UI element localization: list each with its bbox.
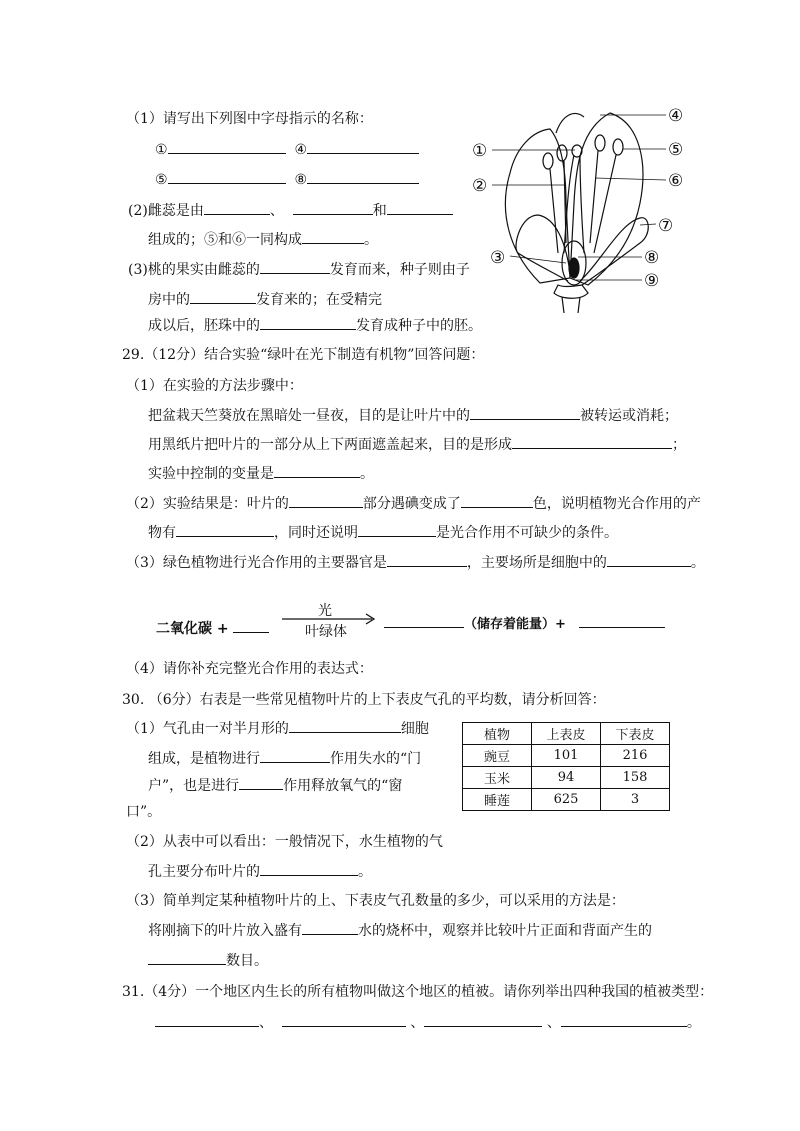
table-cell: 158 (601, 767, 670, 789)
marker: ① (155, 142, 168, 158)
text: （2）实验结果是：叶片的 (126, 496, 289, 512)
q29-step1c (148, 434, 686, 455)
answer-blank[interactable] (387, 552, 467, 567)
anther-4 (613, 139, 623, 155)
answer-blank[interactable] (274, 463, 360, 478)
q30-step2a: （2）从表中可以看出：一般情况下，水生植物的气 (126, 834, 443, 850)
answer-blank[interactable] (233, 618, 269, 633)
text: 作用释放氧气的“窗 (283, 778, 403, 794)
petal-top (556, 114, 584, 133)
answer-blank[interactable] (260, 259, 330, 274)
table-cell: 94 (532, 767, 601, 789)
q28-part2-line1 (128, 200, 453, 221)
answer-blank[interactable] (155, 1012, 259, 1027)
text: 房中的 (148, 292, 190, 308)
text: (2)雌蕊是由 (128, 203, 204, 219)
q28-part1: （1）请写出下列图中字母指示的名称： (126, 111, 373, 127)
table-cell: 3 (601, 789, 670, 811)
text: 被转运或消耗； (580, 408, 678, 424)
answer-blank[interactable] (384, 613, 464, 628)
marker: ④ (294, 142, 308, 158)
text: 物有 (148, 525, 176, 541)
text: 、 (546, 1015, 561, 1031)
q31-title: 31.（4分）一个地区内生长的所有植物叫做这个地区的植被。请你列举出四种我国的植被类型： (122, 984, 714, 1000)
q31-blanks (155, 1012, 701, 1033)
text: 水的烧杯中，观察并比较叶片正面和背面产生的 (358, 923, 652, 939)
text: 色，说明植物光合作用的产 (532, 496, 701, 512)
q30-step1a (126, 718, 429, 739)
label-1: ① (472, 141, 488, 161)
text: 数目。 (226, 953, 268, 969)
q29-step3 (126, 552, 705, 573)
answer-blank[interactable] (358, 522, 436, 537)
answer-blank[interactable] (260, 315, 356, 330)
text: 作用失水的“门 (330, 751, 422, 767)
table-cell: 玉米 (463, 767, 532, 789)
text: 部分遇碘变成了 (362, 496, 461, 512)
table-cell: 101 (532, 745, 601, 767)
stalk (562, 297, 580, 313)
answer-blank[interactable] (302, 920, 358, 935)
equation-left (156, 618, 269, 639)
text: （储存着能量）+ (464, 617, 566, 632)
answer-blank[interactable] (293, 200, 373, 215)
ovule (569, 258, 579, 278)
label-2: ② (472, 176, 488, 196)
q30-step1c (148, 748, 421, 769)
answer-blank[interactable] (190, 289, 256, 304)
answer-blank[interactable] (282, 1012, 406, 1027)
text: 发育成种子中的胚。 (356, 318, 482, 334)
equation-right (384, 613, 665, 635)
q29-step1e (148, 463, 374, 484)
q28-part3-line3 (148, 315, 482, 336)
text: ，同时还说明 (274, 525, 358, 541)
text: 发育而来，种子则由子 (329, 262, 470, 278)
text: 孔主要分布叶片的 (148, 864, 260, 880)
pistil-style-2 (580, 155, 584, 253)
q30-step3d (148, 950, 268, 971)
text: 成以后，胚珠中的 (148, 318, 260, 334)
text: 用黑纸片把叶片的一部分从上下两面遮盖起来，目的是形成 (148, 437, 512, 453)
text: 二氧化碳 + (156, 621, 229, 637)
table-row (463, 789, 670, 811)
table-header: 植物 (463, 723, 532, 745)
label-7: ⑦ (658, 216, 674, 236)
sepal-right (580, 218, 648, 285)
text: （3）绿色植物进行光合作用的主要器官是 (126, 555, 387, 571)
text: 把盆栽天竺葵放在黑暗处一昼夜，目的是让叶片中的 (148, 408, 470, 424)
answer-blank[interactable] (239, 775, 283, 790)
flower-diagram (470, 103, 700, 313)
text: ； (672, 437, 686, 453)
table-header: 下表皮 (601, 723, 670, 745)
label-9: ⑨ (644, 271, 660, 291)
answer-blank[interactable] (289, 493, 363, 508)
q30-title: 30. （6分）右表是一些常见植物叶片的上下表皮气孔的平均数，请分析回答： (122, 692, 606, 708)
table-cell: 睡莲 (463, 789, 532, 811)
petal-left (505, 129, 570, 283)
text: 。 (690, 555, 705, 571)
answer-blank[interactable] (461, 493, 533, 508)
text: 。 (358, 864, 372, 880)
answer-blank[interactable] (512, 434, 672, 449)
q29-step1a (148, 405, 678, 426)
text: 。 (360, 466, 374, 482)
answer-blank[interactable] (561, 1012, 687, 1027)
q28-part3-line1 (128, 259, 470, 280)
text: 实验中控制的变量是 (148, 466, 274, 482)
answer-blank[interactable] (307, 169, 419, 184)
text: 和 (372, 203, 387, 219)
text: 户”，也是进行 (148, 778, 240, 794)
answer-blank[interactable] (168, 169, 286, 184)
q29-title: 29.（12分）结合实验“绿叶在光下制造有机物”回答问题： (122, 347, 485, 363)
equation-condition-chlorophyll: 叶绿体 (305, 624, 347, 640)
label-5: ⑤ (668, 140, 684, 160)
text: （1）气孔由一对半月形的 (126, 721, 289, 737)
text: 将刚摘下的叶片放入盛有 (148, 923, 302, 939)
marker: ⑧ (294, 172, 308, 188)
q29-step1: （1）在实验的方法步骤中： (126, 378, 303, 394)
answer-blank[interactable] (470, 405, 580, 420)
table-cell: 豌豆 (463, 745, 532, 767)
sepal-left (516, 215, 570, 281)
answer-blank[interactable] (176, 522, 274, 537)
q28-part3-line2 (148, 289, 382, 310)
answer-blank[interactable] (302, 229, 364, 244)
answer-blank[interactable] (307, 139, 419, 154)
text: 。 (364, 232, 378, 248)
stomata-table (462, 722, 670, 811)
q28-part2-line2 (148, 229, 378, 250)
label-6: ⑥ (668, 171, 684, 191)
q30-step2b (148, 861, 372, 882)
answer-blank[interactable] (260, 861, 358, 876)
answer-blank[interactable] (607, 552, 691, 567)
text: ，主要场所是细胞中的 (466, 555, 607, 571)
text: (3)桃的果实由雌蕊的 (128, 262, 260, 278)
marker: ⑤ (155, 172, 168, 188)
anther-3 (595, 135, 605, 151)
q30-step1e (148, 775, 402, 796)
table-header: 上表皮 (532, 723, 601, 745)
receptacle (554, 285, 588, 298)
answer-blank[interactable] (260, 748, 330, 763)
table-header-row (463, 723, 670, 745)
answer-blank[interactable] (148, 950, 226, 965)
q29-step2a (126, 493, 701, 514)
q30-step1g: 口”。 (126, 804, 162, 820)
answer-blank[interactable] (289, 718, 401, 733)
q30-step3b (148, 920, 652, 941)
text: 、 (410, 1015, 425, 1031)
anther-1 (543, 153, 553, 169)
table-row (463, 745, 670, 767)
text: 。 (686, 1015, 701, 1031)
text: 细胞 (400, 721, 429, 737)
answer-blank[interactable] (387, 200, 453, 215)
answer-blank[interactable] (579, 613, 665, 628)
label-8: ⑧ (644, 248, 660, 268)
label-4: ④ (668, 106, 684, 126)
text: 组成，是植物进行 (148, 751, 260, 767)
text: 、 (269, 203, 284, 219)
equation-condition-light: 光 (318, 603, 332, 619)
text: 发育来的；在受精完 (256, 292, 382, 308)
text: 是光合作用不可缺少的条件。 (436, 525, 618, 541)
q28-blank-line-2 (155, 169, 419, 190)
q30-step3a: （3）简单判定某种植物叶片的上、下表皮气孔数量的多少，可以采用的方法是： (126, 893, 625, 909)
table-cell: 625 (532, 789, 601, 811)
q29-step4: （4）请你补充完整光合作用的表达式： (126, 661, 373, 677)
q28-blank-line-1 (155, 139, 419, 160)
text: 组成的；⑤和⑥一同构成 (148, 232, 302, 248)
table-cell: 216 (601, 745, 670, 767)
answer-blank[interactable] (168, 139, 286, 154)
answer-blank[interactable] (204, 200, 270, 215)
stigma (572, 145, 582, 157)
q29-step2d (148, 522, 618, 543)
table-row (463, 767, 670, 789)
text: 、 (259, 1015, 273, 1031)
answer-blank[interactable] (424, 1012, 542, 1027)
label-3: ③ (490, 248, 506, 268)
